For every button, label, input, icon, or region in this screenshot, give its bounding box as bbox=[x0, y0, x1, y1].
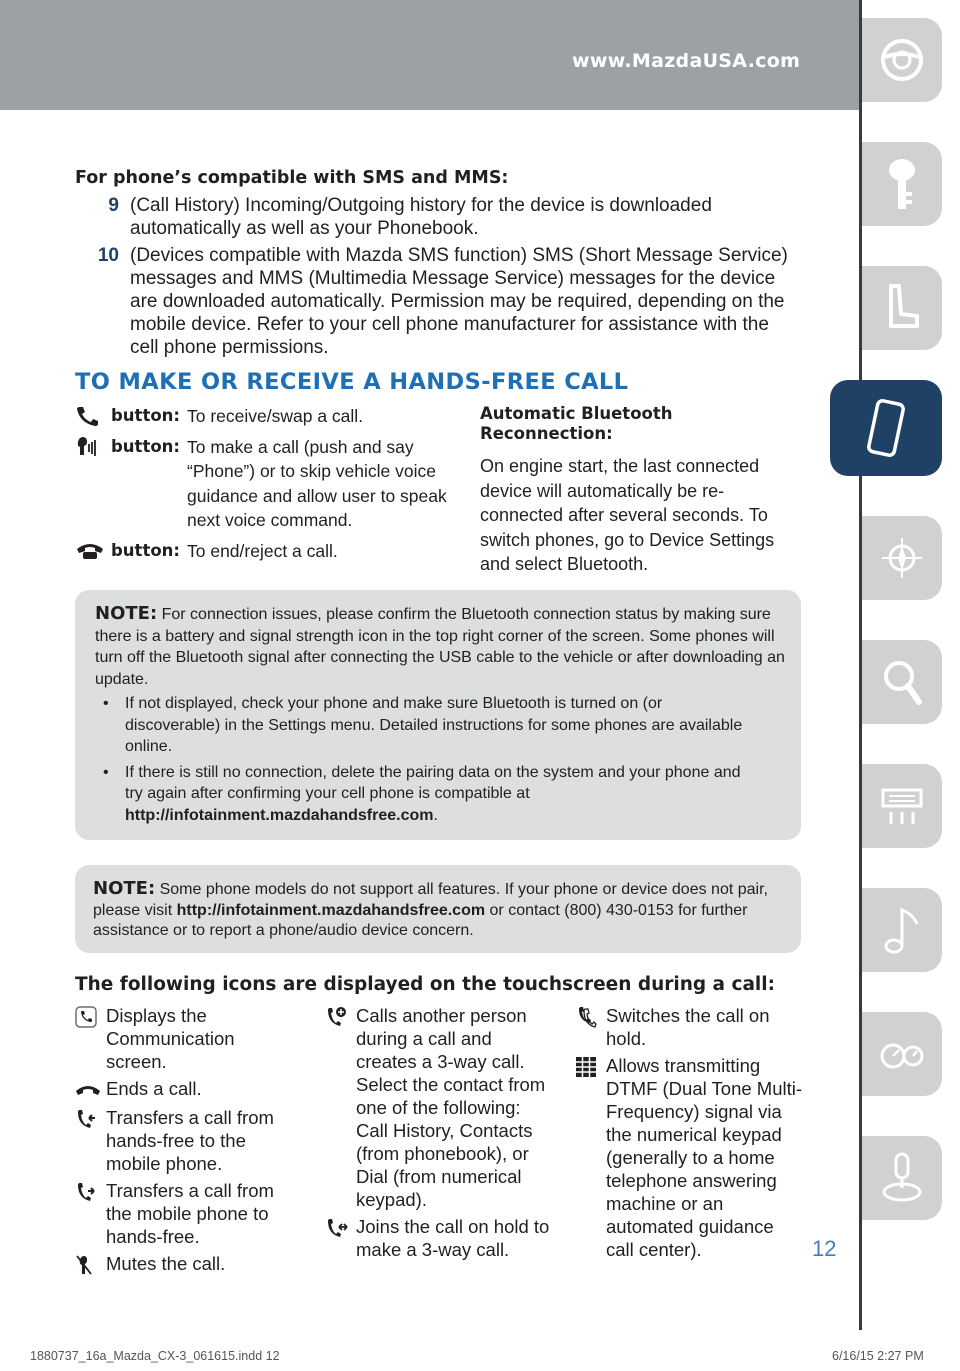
call-icons-column-2 bbox=[325, 1004, 555, 1265]
url-suffix: . bbox=[433, 806, 438, 824]
end-call-icon bbox=[75, 1077, 106, 1102]
note-text: For connection issues, please confirm the Bluetooth connection status by making sure there is a battery and signal strength icon in the top right corner of the screen. Some phones will turn off the Bluetooth signal after connecting the USB cable to the vehicle or after downloading an update. bbox=[95, 606, 785, 688]
list-item bbox=[75, 244, 800, 359]
steering-wheel-icon bbox=[877, 30, 927, 90]
seat-icon bbox=[877, 278, 927, 338]
transfer-to-phone-icon bbox=[75, 1106, 106, 1175]
list-item bbox=[325, 1004, 555, 1211]
list-item bbox=[75, 1106, 300, 1175]
icon-description: Switches the call on hold. bbox=[606, 1005, 770, 1049]
button-description: To end/reject a call. bbox=[187, 540, 338, 561]
auto-reconnect-title: Automatic Bluetooth Reconnection: bbox=[480, 404, 673, 443]
icon-description: Transfers a call from the mobile phone to hands-free. bbox=[106, 1180, 274, 1247]
button-description: To receive/swap a call. bbox=[187, 406, 364, 426]
item-text: (Devices compatible with Mazda SMS function) SMS (Short Message Service) messages and MMS (Multimedia Message Service) messages for the device are downloaded automatically. Permission may be required, depending on the mobile device. Refer to your cell phone manufacturer for assistance with the cell phone permissions. bbox=[130, 245, 788, 358]
tab-music[interactable] bbox=[862, 888, 942, 972]
button-label: button: bbox=[111, 406, 181, 425]
gear-shifter-icon bbox=[877, 1148, 927, 1208]
button-row bbox=[75, 435, 465, 533]
call-icons-heading: The following icons are displayed on the touchscreen during a call: bbox=[75, 974, 776, 995]
page-number: 12 bbox=[812, 1236, 837, 1261]
sms-numbered-list bbox=[75, 194, 800, 363]
item-number: 9 bbox=[108, 195, 119, 216]
button-row bbox=[75, 404, 465, 429]
auto-reconnect-block bbox=[480, 404, 800, 577]
list-item bbox=[75, 1077, 300, 1102]
icon-description: Calls another person during a call and creates a 3-way call. Select the contact from one of the following: Call History, Contacts (from phonebook), or Dial (from numerical keypad). bbox=[356, 1005, 546, 1210]
icon-description: Ends a call. bbox=[106, 1078, 202, 1099]
icon-description: Mutes the call. bbox=[106, 1253, 226, 1274]
footer-timestamp: 6/16/15 2:27 PM bbox=[832, 1349, 924, 1363]
note-label: NOTE: bbox=[93, 878, 156, 899]
auto-reconnect-text: On engine start, the last connected device will automatically be re-connected after several seconds. To switch phones, go to Device Settings and select Bluetooth. bbox=[480, 456, 775, 574]
mute-icon bbox=[75, 1252, 106, 1283]
list-item bbox=[91, 762, 785, 827]
tab-magnifier[interactable] bbox=[862, 640, 942, 724]
defroster-icon bbox=[877, 776, 927, 836]
bullet-text: If there is still no connection, delete the pairing data on the system and your phone and try again after confirming your cell phone is compatible at bbox=[125, 763, 741, 802]
list-item bbox=[75, 1179, 300, 1248]
magnifier-icon bbox=[877, 652, 927, 712]
item-text: (Call History) Incoming/Outgoing history for the device is downloaded automatically as well as your Phonebook. bbox=[130, 195, 712, 239]
button-label: button: bbox=[111, 436, 181, 456]
join-call-icon bbox=[325, 1215, 356, 1261]
note-text: Some phone models do not support all features. If your phone or device does not pair, please visit bbox=[93, 881, 768, 919]
key-icon bbox=[877, 154, 927, 214]
icon-description: Allows transmitting DTMF (Dual Tone Multi-Frequency) signal via the numerical keypad (generally to a home telephone answering machine or an automated guidance call center). bbox=[606, 1055, 803, 1260]
list-item bbox=[575, 1054, 805, 1261]
list-item bbox=[75, 1004, 300, 1073]
note-bullet-list bbox=[91, 693, 785, 826]
smartphone-icon bbox=[861, 398, 911, 458]
keypad-icon bbox=[575, 1054, 606, 1261]
list-item bbox=[575, 1004, 805, 1050]
note-text-after: or contact (800) 430-0153 for further assistance or to report a phone/audio device concern. bbox=[93, 901, 748, 939]
tab-key[interactable] bbox=[862, 142, 942, 226]
talk-button-icon bbox=[75, 435, 111, 459]
list-item: • If not displayed, check your phone and make sure Bluetooth is turned on (or discoverable) in the Settings menu. Detailed instructions for some phones are available online. bbox=[91, 693, 785, 758]
note-paragraph bbox=[89, 878, 787, 942]
list-item bbox=[75, 1252, 300, 1283]
tab-defroster[interactable] bbox=[862, 764, 942, 848]
note-paragraph bbox=[91, 603, 785, 690]
note-box-compatibility bbox=[75, 865, 801, 953]
tab-gear-shifter[interactable] bbox=[862, 1136, 942, 1220]
phone-pickup-icon bbox=[75, 404, 111, 428]
note-box-connection bbox=[75, 590, 801, 840]
support-url-link[interactable]: http://infotainment.mazdahandsfree.com bbox=[176, 901, 486, 919]
compass-icon bbox=[877, 528, 927, 588]
tab-seat[interactable] bbox=[862, 266, 942, 350]
support-url-link[interactable]: http://infotainment.mazdahandsfree.com bbox=[125, 806, 434, 824]
item-number: 10 bbox=[97, 245, 119, 266]
music-note-icon bbox=[877, 900, 927, 960]
tab-compass[interactable] bbox=[862, 516, 942, 600]
tab-steering-wheel[interactable] bbox=[862, 18, 942, 102]
tab-gauges[interactable] bbox=[862, 1012, 942, 1096]
footer-file-info: 1880737_16a_Mazda_CX-3_061615.indd 12 bbox=[30, 1349, 280, 1363]
list-item bbox=[75, 194, 800, 240]
icon-description: Transfers a call from hands-free to the mobile phone. bbox=[106, 1107, 274, 1174]
button-label: button: bbox=[111, 540, 181, 560]
call-icons-column-3 bbox=[575, 1004, 805, 1265]
add-call-icon bbox=[325, 1004, 356, 1211]
sms-section-label: For phone’s compatible with SMS and MMS: bbox=[75, 168, 509, 188]
gauges-icon bbox=[877, 1024, 927, 1084]
site-url[interactable]: www.MazdaUSA.com bbox=[572, 50, 801, 72]
button-list bbox=[75, 404, 465, 569]
button-description: To make a call (push and say “Phone”) or to skip vehicle voice guidance and allow user to speak next voice command. bbox=[187, 436, 447, 530]
note-label: NOTE: bbox=[95, 603, 158, 624]
tab-smartphone[interactable] bbox=[830, 380, 942, 476]
icon-description: Displays the Communication screen. bbox=[106, 1005, 235, 1072]
phone-hangup-icon bbox=[75, 539, 111, 563]
main-heading: TO MAKE OR RECEIVE A HANDS-FREE CALL bbox=[75, 369, 629, 395]
list-item bbox=[325, 1215, 555, 1261]
communication-screen-icon bbox=[75, 1004, 106, 1073]
call-icons-column-1 bbox=[75, 1004, 300, 1287]
icon-description: Joins the call on hold to make a 3-way call. bbox=[356, 1216, 550, 1260]
switch-call-icon bbox=[575, 1004, 606, 1050]
transfer-to-handsfree-icon bbox=[75, 1179, 106, 1248]
button-row bbox=[75, 539, 465, 564]
